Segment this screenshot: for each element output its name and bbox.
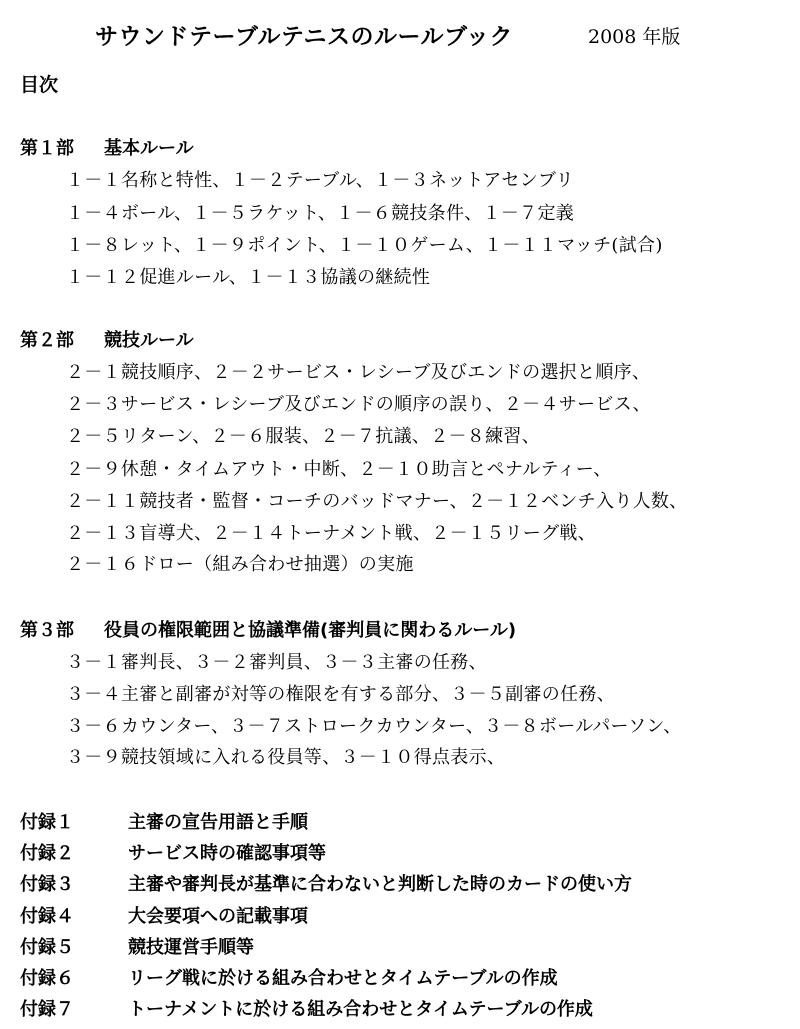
toc-line: ２－５リターン、２－６服装、２－７抗議、２－８練習、 — [66, 426, 540, 447]
part-1-heading — [20, 134, 194, 160]
appendix-2 — [20, 839, 326, 865]
appendix-4 — [20, 902, 308, 928]
appendix-number: 付録２ — [20, 843, 74, 864]
appendix-title: サービス時の確認事項等 — [128, 843, 326, 864]
appendix-5 — [20, 933, 254, 959]
toc-line: ２－１１競技者・監督・コーチのバッドマナー、２－１２ベンチ入り人数、 — [66, 491, 688, 512]
toc-line: ２－１６ドロー（組み合わせ抽選）の実施 — [66, 554, 414, 575]
appendix-title: 大会要項への記載事項 — [128, 906, 308, 927]
appendix-number: 付録７ — [20, 999, 74, 1020]
part-2-heading — [20, 326, 194, 352]
toc-line: １－８レット、１－９ポイント、１－１０ゲーム、１－１１マッチ(試合) — [66, 235, 663, 256]
toc-line: ２－１競技順序、２－２サービス・レシーブ及びエンドの選択と順序、 — [66, 362, 651, 383]
part-number: 第１部 — [20, 138, 74, 159]
toc-line: ３－９競技領域に入れる役員等、３－１０得点表示、 — [66, 747, 506, 768]
toc-line: ２－１３盲導犬、２－１４トーナメント戦、２－１５リーグ戦、 — [66, 523, 596, 544]
toc-line: ２－３サービス・レシーブ及びエンドの順序の誤り、２－４サービス、 — [66, 394, 651, 415]
toc-line: ３－１審判長、３－２審判員、３－３主審の任務、 — [66, 652, 487, 673]
toc-line: １－１名称と特性、１－２テーブル、１－３ネットアセンブリ — [66, 170, 574, 191]
appendix-7 — [20, 995, 593, 1021]
appendix-3 — [20, 870, 632, 896]
appendix-title: トーナメントに於ける組み合わせとタイムテーブルの作成 — [128, 999, 593, 1020]
document-header — [0, 18, 800, 54]
toc-heading: 目次 — [20, 74, 59, 96]
appendix-number: 付録１ — [20, 812, 74, 833]
edition-label: 2008 年版 — [588, 26, 681, 48]
part-3-heading — [20, 616, 516, 642]
toc-line: １－４ボール、１－５ラケット、１－６競技条件、１－７定義 — [66, 203, 575, 224]
appendix-6 — [20, 964, 558, 990]
appendix-number: 付録６ — [20, 968, 74, 989]
toc-line: ３－４主審と副審が対等の権限を有する部分、３－５副審の任務、 — [66, 684, 615, 705]
part-number: 第３部 — [20, 620, 74, 641]
appendix-number: 付録４ — [20, 906, 74, 927]
part-title: 競技ルール — [104, 330, 194, 351]
part-number: 第２部 — [20, 330, 74, 351]
document-title: サウンドテーブルテニスのルールブック — [95, 24, 513, 50]
appendix-title: リーグ戦に於ける組み合わせとタイムテーブルの作成 — [128, 968, 558, 989]
appendix-title: 主審や審判長が基準に合わないと判断した時のカードの使い方 — [128, 874, 632, 895]
appendix-title: 主審の宣告用語と手順 — [128, 812, 308, 833]
appendix-1 — [20, 808, 308, 834]
toc-line: ３－６カウンター、３－７ストロークカウンター、３－８ボールパーソン、 — [66, 716, 682, 737]
part-title: 役員の権限範囲と協議準備(審判員に関わるルール) — [104, 620, 517, 641]
appendix-number: 付録５ — [20, 937, 74, 958]
appendix-number: 付録３ — [20, 874, 74, 895]
toc-line: １－１２促進ルール、１－１３協議の継続性 — [66, 267, 431, 288]
part-title: 基本ルール — [104, 138, 194, 159]
toc-line: ２－９休憩・タイムアウト・中断、２－１０助言とペナルティー、 — [66, 459, 612, 480]
appendix-title: 競技運営手順等 — [128, 937, 254, 958]
